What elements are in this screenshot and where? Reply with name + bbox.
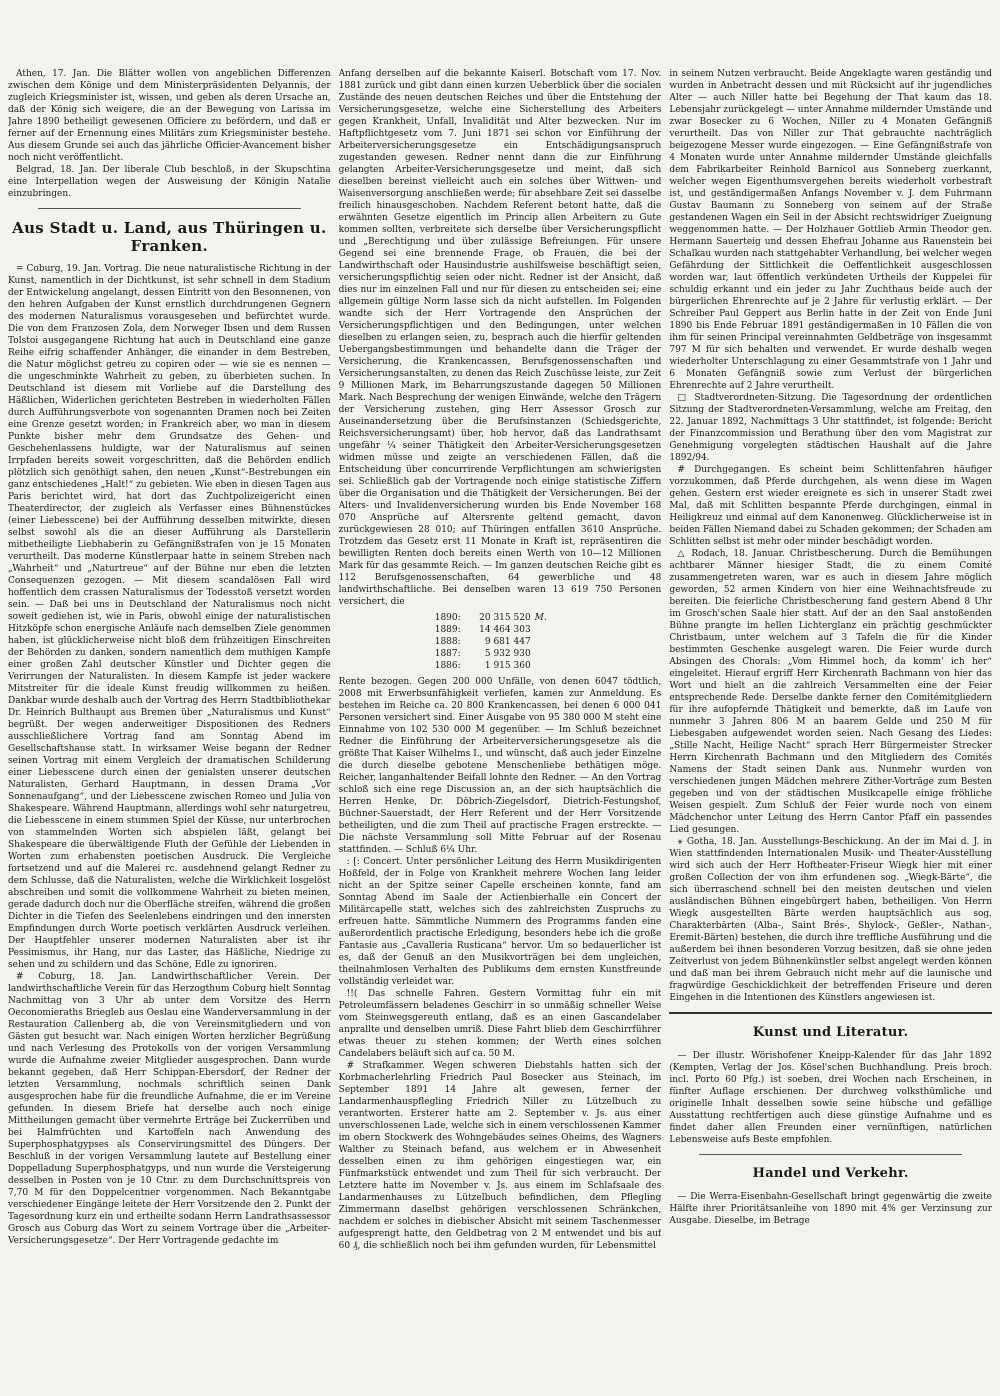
article-belgrad: Belgrad, 18. Jan. Der liberale Club beschloß, in der Skupschtina eine Interpellation wegen der Ausweisung der Königin Natalie einzubringen. bbox=[8, 165, 331, 199]
article-concert: : [: Concert. Unter persönlicher Leitung des Herrn Musikdirigenten Hoßfeld, der in Folge von Krankheit mehrere Wochen lang leider nicht an der Spitze seiner Capelle erscheinen konnte, fand am Sonntag Abend im Saale der Actienbierhalle ein Concert der Militärcapelle statt, welches sich des zahlreichsten Zuspruchs zu erfreuen hatte. Sämmtliche Nummern des Programms fanden eine außerordentlich practische Erledigung, besonders hebe ich die große Fantasie aus „Cavalleria Rusticana“ hervor. Um so bedauerlicher ist es, daß der Genuß an den Musikvorträgen bei dem ungleichen, theilnahmlosen Verhalten des Publikums dem ernsten Kunstfreunde vollständig verleidet war. bbox=[338, 857, 662, 987]
column-1 bbox=[8, 68, 331, 1390]
article-schnelles-fahren: !!( Das schnelle Fahren. Gestern Vormittag fuhr ein mit Petroleumfässern beladenes Geschirr in so unmäßig schneller Weise vom Steinwegsgereuth entlang, daß es an einen Gascandelaber anprallte und denselben umriß. Diese Fahrt blieb dem Geschirrführer etwas theuer zu stehen kommen; der Werth eines solchen Candelabers beläuft sich auf ca. 50 M. bbox=[338, 989, 662, 1059]
section-heading-handel: Handel und Verkehr. bbox=[752, 1166, 909, 1181]
article-werra-bahn: — Die Werra-Eisenbahn-Gesellschaft bringt gegenwärtig die zweite Hälfte ihrer Prioritätsanleihe von 1890 mit 4% ger Verzinsung zur Ausgabe. Dieselbe, im Betrage bbox=[669, 1192, 993, 1226]
rent-table bbox=[419, 612, 662, 672]
article-verein-continued: Anfang derselben auf die bekannte Kaiserl. Botschaft vom 17. Nov. 1881 zurück und gibt dann einen kurzen Ueberblick über die socialen Zustände des neuen deutschen Reiches und über die Entstehung der Versicherungsgesetze, welche eine Sicherstellung des Arbeiters gegen Krankheit, Unfall, Invalidität und Alter bezwecken. Nur im Haftpflichtgesetz vom 7. Juni 1871 sei schon vor Einführung der Arbeiterversicherungsgesetze ein Entschädigungsanspruch zugestanden gewesen. Redner nennt dann die zur Einführung gelangten Arbeiter-Versicherungsgesetze und meint, daß sich dieselben bereinst vielleicht auch ein solches über Wittwen- und Waisenversorgung anschließen werde; für absehbare Zeit sei dasselbe freilich hinausgeschoben. Nachdem Referent betont hatte, daß die erwähnten Gesetze eigentlich im Princip allen Arbeitern zu Gute kommen sollten, verbreitete sich derselbe über Versicherungspflicht und „Berechtigung und über zulässige Befreiungen. Für unsere Gegend sei eine brennende Frage, ob Frauen, die bei der Landwirthschaft oder Hausindustrie aushilfsweise beschäftigt seien, versicherungspflichtig seien oder nicht. Redner ist der Ansicht, daß dies nur im einzelnen Fall und nur für diesen zu entscheiden sei; eine allgemein gültige Norm lasse sich da nicht aufstellen. Im Folgenden wandte sich der Herr Vortragende den Ansprüchen der Versicherungspflichtigen und den Bedingungen, unter welchen dieselben zu erlangen seien, zu, besprach auch die hierfür geltenden Uebergangsbestimmungen und behandelte dann die Träger der Versicherung, die Krankencassen, Berufsgenossenschaften und Versicherungsanstalten, zu denen das Reich Zuschüsse leiste, zur Zeit 9 Millionen Mark, im Beharrungszustande dagegen 50 Millionen Mark. Nach Besprechung der wenigen Einwände, welche den Trägern der Versicherung zustehen, ging Herr Assessor Grosch zur Auseinandersetzung über die Berufsinstanzen (Schiedsgerichte, Reichsversicherungsamt) über, hob hervor, daß das Landrathsamt ungefähr ¼ seiner Thätigkeit den Arbeiter-Versicherungsgesetzen widmen müsse und zeigte an verschiedenen Fällen, daß die Entscheidung über concurrirende Verpflichtungen am schwierigsten sei. Schließlich gab der Vortragende noch einige statistische Ziffern über die Organisation und die Thätigkeit der Versicherungen. Bei der Alters- und Invalidenversicherung wurden bis Ende November 168 070 Ansprüche auf Altersrente geltend gemacht, davon zurückgewiesen 28 010; auf Thüringen entfallen 3610 Ansprüche. Trotzdem das Gesetz erst 11 Monate in Kraft ist, repräsentiren die bewilligten Renten doch bereits einen Werth von 10—12 Millionen Mark für das gesammte Reich. — Im ganzen deutschen Reiche gibt es 112 Berufsgenossenschaften, 64 gewerbliche und 48 landwirthschaftliche. Bei denselben waren 13 619 750 Personen versichert, die bbox=[338, 69, 662, 607]
article-coburg-verein: # Coburg, 18. Jan. Landwirthschaftlicher Verein. Der landwirthschaftliche Verein für das Herzogthum Coburg hielt Sonntag Nachmittag von 3 Uhr ab unter dem Vorsitze des Herrn Oeconomieraths Briegleb aus Oeslau eine Wanderversammlung in der Restauration Callenberg ab, die von Vereinsmitgliedern und von Gästen gut besucht war. Nach einigen Worten herzlicher Begrüßung und nach Verlesung des Protokolls von der vorigen Versammlung wurde die Aufnahme zweier Mitglieder ausgesprochen. Dann wurde bekannt gegeben, daß Herr Schippan-Ebersdorf, der Redner der letzten Versammlung, nochmals schriftlich seinen Dank ausgesprochen habe für die freundliche Aufnahme, die er im Vereine gefunden. In diesem Briefe hat derselbe auch noch einige Mittheilungen gemacht über vermehrte Erträge bei Zuckerrüben und bei Halmfrüchten und Kartoffeln nach Anwendung des Superphosphatgypses als Conservirungsmittel des Düngers. Der Beschluß in der vorigen Versammlung lautete auf Bestellung einer Doppelladung Superphosphatgyps, und nun wurde die Versteigerung desselben in Posten von je 10 Ctnr. zu dem Durchschnittspreis von 7,70 M für den Doppelcentner vorgenommen. Nach Bekanntgabe verschiedener Eingänge leitete der Herr Vorsitzende den 2. Punkt der Tagesordnung kurz ein und ertheilte sodann Herrn Landrathsassessor Grosch aus Coburg das Wort zu seinem Vortrage über die „Arbeiter-Versicherungsgesetze“. Der Herr Vortragende gedachte im bbox=[8, 972, 331, 1246]
divider bbox=[669, 1012, 992, 1014]
article-strafkammer-continued: in seinem Nutzen verbraucht. Beide Angeklagte waren geständig und wurden in Anbetracht dessen und mit Rücksicht auf ihr jugendliches Alter — auch Niller hatte bei Begehung der That kaum das 18. Lebensjahr zurückgelegt — unter Annahme mildernder Umstände und zwar Bosecker zu 6 Wochen, Niller zu 4 Monaten Gefängniß verurtheilt. Das von Niller zur That gebrauchte nachträglich beigezogene Messer wurde eingezogen. — Eine Gefängnißstrafe von 4 Monaten wurde unter Annahme mildernder Umstände gleichfalls dem Fabrikarbeiter Reinhold Barnicol aus Sonneberg zuerkannt, welcher wegen Eigenthumsvergehen bereits wiederholt vorbestraft ist, und geständigermaßen Anfangs November v. J. dem Fuhrmann Gustav Baumann zu Sonneberg von seinem auf der Straße gestandenen Wagen ein Seil in der Absicht rechtswidriger Zueignung weggenommen hatte. — Der Holzhauer Gottlieb Armin Theodor gen. Hermann Sauerteig und dessen Ehefrau Johanne aus Rauenstein bei Schalkau wurden nach stattgehabter Verhandlung, bei welcher wegen Gefährdung der Sittlichkeit die Oeffentlichkeit ausgeschlossen worden war, laut öffentlich verkündeten Urtheils der Kuppelei für schuldig erkannt und ein jeder zu Jahr Zuchthaus beide auch der bürgerlichen Ehrenrechte auf je 2 Jahre für verlustig erklärt. — Der Schreiber Paul Geppert aus Berlin hatte in der Zeit von Ende Juni 1890 bis Ende Februar 1891 geständigermaßen in 10 Fällen die von ihm für seinen Principal vereinnahmten Geldbeträge von insgesammt 797 M für sich behalten und verwendet. Er wurde deshalb wegen wiederholter Unterschlagung zu einer Gesammtstrafe von 1 Jahr und 6 Monaten Gefängniß sowie zum Verlust der bürgerlichen Ehrenrechte auf 2 Jahre verurtheilt. bbox=[669, 69, 993, 391]
table-row: 1890: 20 315 520 M. bbox=[434, 613, 547, 623]
divider bbox=[699, 1154, 962, 1155]
column-3 bbox=[669, 68, 992, 1390]
article-verein-end: Rente bezogen. Gegen 200 000 Unfälle, von denen 6047 tödtlich, 2008 mit Erwerbsunfähigkeit verliefen, kamen zur Anmeldung. Es bestehen im Reiche ca. 20 800 Krankencassen, bei denen 6 000 041 Personen versichert sind. Einer Ausgabe von 95 380 000 M steht eine Einnahme von 102 530 000 M gegenüber. — Im Schluß bezeichnet Redner die Einführung der Arbeiterversicherungsgesetze als die größte That Kaiser Wilhelms I., und wünscht, daß auch jeder Einzelne die durch dieselbe gebotene Menschenliebe bethätigen möge. Reicher, langanhaltender Beifall lohnte den Redner. — An den Vortrag schloß sich eine rege Discussion an, an der sich hauptsächlich die Herren Henke, Dr. Döbrich-Ziegelsdorf, Dietrich-Festungshof, Büchner-Sauerstadt, der Herr Referent und der Herr Vorsitzende betheiligten, und die zum Theil auf practische Fragen erstreckte. — Die nächste Versammlung soll Mitte Februar auf der Rosenau stattfinden. — Schluß 6¼ Uhr. bbox=[338, 677, 662, 855]
divider bbox=[38, 208, 301, 209]
table-row: 1886: 1 915 360 bbox=[434, 661, 531, 671]
columns bbox=[8, 68, 992, 1390]
article-durchgegangen: # Durchgegangen. Es scheint beim Schlittenfahren häufiger vorzukommen, daß Pferde durchgehen, als wenn diese im Wagen gehen. Gestern erst wieder ereignete es sich in unserer Stadt zwei Mal, daß mit Schlitten bespannte Pferde durchgingen, einmal in Heiligkreuz und einmal auf dem Kanonenweg. Glücklicherweise ist in beiden Fällen Niemand dabei zu Schaden gekommen; der Schaden am Schlitten selbst ist mehr oder minder beschädigt worden. bbox=[669, 465, 993, 547]
table-row: 1889: 14 464 303 bbox=[434, 625, 531, 635]
column-2 bbox=[339, 68, 662, 1390]
section-heading-local: Aus Stadt u. Land, aus Thüringen u. Franken. bbox=[12, 219, 327, 255]
article-stadtverordneten: □ Stadtverordneten-Sitzung. Die Tagesordnung der ordentlichen Sitzung der Stadtverordneten-Versammlung, welche am Freitag, den 22. Januar 1892, Nachmittags 3 Uhr stattfindet, ist folgende: Bericht der Finanzcommission und Berathung über den vom Magistrat zur Genehmigung vorgelegten städtischen Haushalt auf die Jahre 1892/94. bbox=[669, 393, 993, 463]
table-row: 1888: 9 681 447 bbox=[434, 637, 531, 647]
article-gotha: ⚹ Gotha, 18. Jan. Ausstellungs-Beschickung. An der im Mai d. J. in Wien stattfindenden Internationalen Musik- und Theater-Ausstellung wird sich auch der Herr Hoftheater-Friseur Wiegk hier mit einer großen Collection der von ihm erfundenen sog. „Wiegk-Bärte“, die sich überraschend schnell bei den meisten deutschen und vielen ausländischen Bühnen eingebürgert haben, betheiligen. Von Herrn Wiegk ausgestellten Bärte werden hauptsächlich aus sog. Charakterbärten (Alba-, Saint Brés-, Shylock-, Geßler-, Nathan-, Eremit-Bärten) bestehen, die durch ihre treffliche Ausführung und die außerdem bei ihnen besonderen Vorzug besitzen, daß sie ohne jeden Zeitverlust von jedem Bühnenkünstler selbst angelegt werden können und daß man bei ihrem Gebrauch nicht mehr auf die launische und fragwürdige Geschicklichkeit der betreffenden Friseure und deren Eingehen in die Intentionen des Künstlers angewiesen ist. bbox=[669, 837, 993, 1003]
table-row: 1887: 5 932 930 bbox=[434, 649, 531, 659]
article-kneipp-kalender: — Der illustr. Wörishofener Kneipp-Kalender für das Jahr 1892 (Kempten, Verlag der Jos. Kösel'schen Buchhandlung. Preis broch. incl. Porto 60 Pfg.) ist soeben, drei Wochen nach Erscheinen, in fünfter Auflage erschienen. Der durchweg volksthümliche und originelle Inhalt desselben sowie seine hübsche und gefällige Ausstattung rechtfertigen auch diese günstige Aufnahme und es findet daher allen Freunden einer vernünftigen, natürlichen Lebensweise aufs Beste empfohlen. bbox=[669, 1051, 993, 1145]
article-strafkammer: # Strafkammer. Wegen schweren Diebstahls hatten sich der Korbmacherlehrling Friedrich Paul Bosecker aus Steinach, im September 1891 14 Jahre alt gewesen, ferner der Landarmenhauspflegling Friedrich Niller zu Lützelbuch zu verantworten. Ersterer hatte am 2. September v. Js. aus einer unverschlossenen Lade, welche sich in einem verschlossenen Kammer im obern Stockwerk des Wohngebäudes seines Oheims, des Wagners Walther zu Steinach befand, aus welchem er in Abwesenheit desselben einen zu ihm gehörigen eingestiegen war, ein Fünfmarkstück entwendet und zum Theil für sich verbraucht. Der Letztere hatte im November v. Js. aus einem im Schlafsaale des Landarmenhauses zu Lützelbuch befindlichen, dem Pflegling Zimmermann daselbst gehörigen verschlossenen Schränkchen, nachdem er solches in diebischer Absicht mit seinem Taschenmesser aufgesprengt hatte, den Geldbetrag von 2 M entwendet und bis auf 60 ₰, die schließlich noch bei ihm gefunden wurden, für Lebensmittel bbox=[338, 1061, 662, 1251]
article-rodach: △ Rodach, 18. Januar. Christbescherung. Durch die Bemühungen achtbarer Männer hiesiger Stadt, die zu einem Comité zusammengetreten waren, war es auch in diesem Jahre möglich geworden, 52 armen Kindern von hier eine Weihnachtsfreude zu bereiten. Die feierliche Christbescherung fand gestern Abend 8 Uhr im Grosch'schen Saale hier statt. Auf der an den Saal anstoßenden Bühne prangte im hellen Lichterglanz ein prächtig geschmückter Christbaum, unter welchem auf 3 Tafeln die für die Kinder bestimmten Geschenke ausgelegt waren. Die Feier wurde durch Absingen des Chorals: „Vom Himmel hoch, da komm' ich her“ eingeleitet. Hierauf ergriff Herr Kirchenrath Bachmann von hier das Wort und hielt an die zahlreich Versammelten eine der Feier entsprechende Rede. Derselbe dankte ferner den Comitémitgliedern für ihre aufopfernde Thätigkeit und bemerkte, daß im Laufe von nunmehr 3 Jahren 806 M an baarem Gelde und 250 M für Liebesgaben aufgewendet worden seien. Nach Gesang des Liedes: „Stille Nacht, Heilige Nacht“ sprach Herr Bürgermeister Strecker Herrn Kirchenrath Bachmann und den Mitgliedern des Comités Namens der Stadt seinen Dank aus. Nunmehr wurden von verschiedenen jungen Mädchen mehrere Zither-Vorträge zum Besten gegeben und von der städtischen Musikcapelle einige fröhliche Weisen gespielt. Zum Schluß der Feier wurde noch von einem Mädchenchor unter Leitung des Herrn Cantor Pfaff ein passendes Lied gesungen. bbox=[669, 549, 993, 835]
article-coburg-vortrag: = Coburg, 19. Jan. Vortrag. Die neue naturalistische Richtung in der Kunst, namentlich in der Dichtkunst, ist sehr schnell in dem Stadium der Entwickelung angelangt, dessen Eintritt von den Besonnenen, von den hehren Aufgaben der Kunst ernstlich durchdrungenen Gegnern des modernen Naturalismus vorausgesehen und befürchtet wurde. Die von dem Franzosen Zola, dem Norweger Ibsen und dem Russen Tolstoi ausgegangene Richtung hat auch in Deutschland eine ganze Reihe eifrig schaffender Anhänger, die einander in dem Bestreben, die Natur möglichst getreu zu copiren oder — wie sie es nennen — die ungeschminkte Wahrheit zu geben, zu überbieten suchen. In Deutschland ist diesem mit Vorliebe auf die Darstellung des Häßlichen, Widerlichen gerichteten Bestreben in wiederholten Fällen durch Aufführungsverbote von sogenannten Dramen noch bei Zeiten eine Grenze gesetzt worden; in Frankreich aber, wo man in diesem Punkte bisher mehr dem Grundsatze des Gehen- und Geschehenlassens huldigte, war der Naturalismus auf seinen Irrpfaden bereits soweit vorgeschritten, daß die Behörden endlich plötzlich sich genöthigt sahen, den neuen „Kunst“-Bestrebungen ein ganz entschiedenes „Halt!“ zu gebieten. Wie eben in diesen Tagen aus Paris berichtet wird, hat dort das Zuchtpolizeigericht einen Theaterdirector, der zugleich als Verfasser eines Bühnenstückes (einer Liebesscene) bei der Aufführung desselben mitwirkte, diesen selbst sowohl als die an dieser Aufführung als Darstellerin mitbetheiligte Liebhaberin zu Gefängnißstrafen von je 15 Monaten verurtheilt. Das moderne Künstlerpaar hatte in seinem Streben nach „Wahrheit“ und „Naturtreue“ auf der Bühne nur eben die letzten Consequenzen gezogen. — Mit diesem scandalösen Fall wird hoffentlich dem crassen Naturalismus der Todesstoß versetzt worden sein. — Daß bei uns in Deutschland der Naturalismus noch nicht soweit gediehen ist, wie in Paris, obwohl einige der naturalistischen Hitzköpfe schon energische Anläufe nach demselben Ziele genommen haben, ist glücklicherweise nicht bloß dem frühzeitigen Einschreiten der Behörden zu danken, sondern namentlich dem muthigen Kampfe einer großen Zahl deutscher Künstler und Dichter gegen die Verirrungen der Naturalisten. In diesem Kampfe ist jeder wackere Mitstreiter für die ideale Kunst freudig willkommen zu heißen. Dankbar wurde deshalb auch der Vortrag des Herrn Stadtbibliothekar Dr. Heinrich Bulthaupt aus Bremen über „Naturalismus und Kunst“ begrüßt. Der wegen anderweitiger Dispositionen des Redners ausschließlichere Vortrag fand am Sonntag Abend im Gesellschaftshause statt. In wirksamer Weise begann der Redner seinen Vortrag mit einem Vergleich der dramatischen Schilderung einer Liebesscene durch einen der genialsten unserer deutschen Naturalisten, Gerhard Hauptmann, in dessen Drama „Vor Sonnenaufgang“, und der Liebesscene zwischen Romeo und Julia von Shakespeare. Während Hauptmann, allerdings wohl sehr naturgetreu, die Liebesscene in einem stummen Spiel der Küsse, nur unterbrochen von stammelnden Worten sich abspielen läßt, gelangt bei Shakespeare die überwältigende Fluth der Gefühle der Liebenden in Worten zum erhabensten poetischen Ausdruck. Die Vergleiche fortsetzend und auf die Malerei rc. ausdehnend gelangt Redner zu dem Schlusse, daß die Naturalisten, welche die Wirklichkeit losgelöst abschreiben und somit die vollkommene Wahrheit zu bieten meinen, gerade dadurch doch nur die Oberfläche streifen, während die großen Dichter in die Tiefen des Seelenlebens eindringen und den innersten Empfindungen durch Worte poetisch verklärten Ausdruck verleihen. Der Hauptfehler unserer modernen Naturalisten aber ist ihr Pessimismus, ihr Hang, nur das Laster, das Häßliche, Niedrige zu sehen und zu schildern und das Schöne, Edle zu ignoriren. bbox=[8, 264, 331, 970]
article-athen: Athen, 17. Jan. Die Blätter wollen von angeblichen Differenzen zwischen dem Könige und dem Ministerpräsidenten Delyannis, der zugleich Kriegsminister ist, wissen, und geben als deren Ursache an, daß der König sich weigere, die an der Bewegung von Larissa im Jahre 1890 betheiligt gewesenen Officiere zu befördern, und daß er ferner auf der Ernennung eines Militärs zum Kriegsminister bestehe. Aus diesem Grunde sei auch das jährliche Officier-Avancement bisher noch nicht veröffentlicht. bbox=[8, 69, 331, 163]
section-heading-kunst: Kunst und Literatur. bbox=[752, 1025, 909, 1040]
